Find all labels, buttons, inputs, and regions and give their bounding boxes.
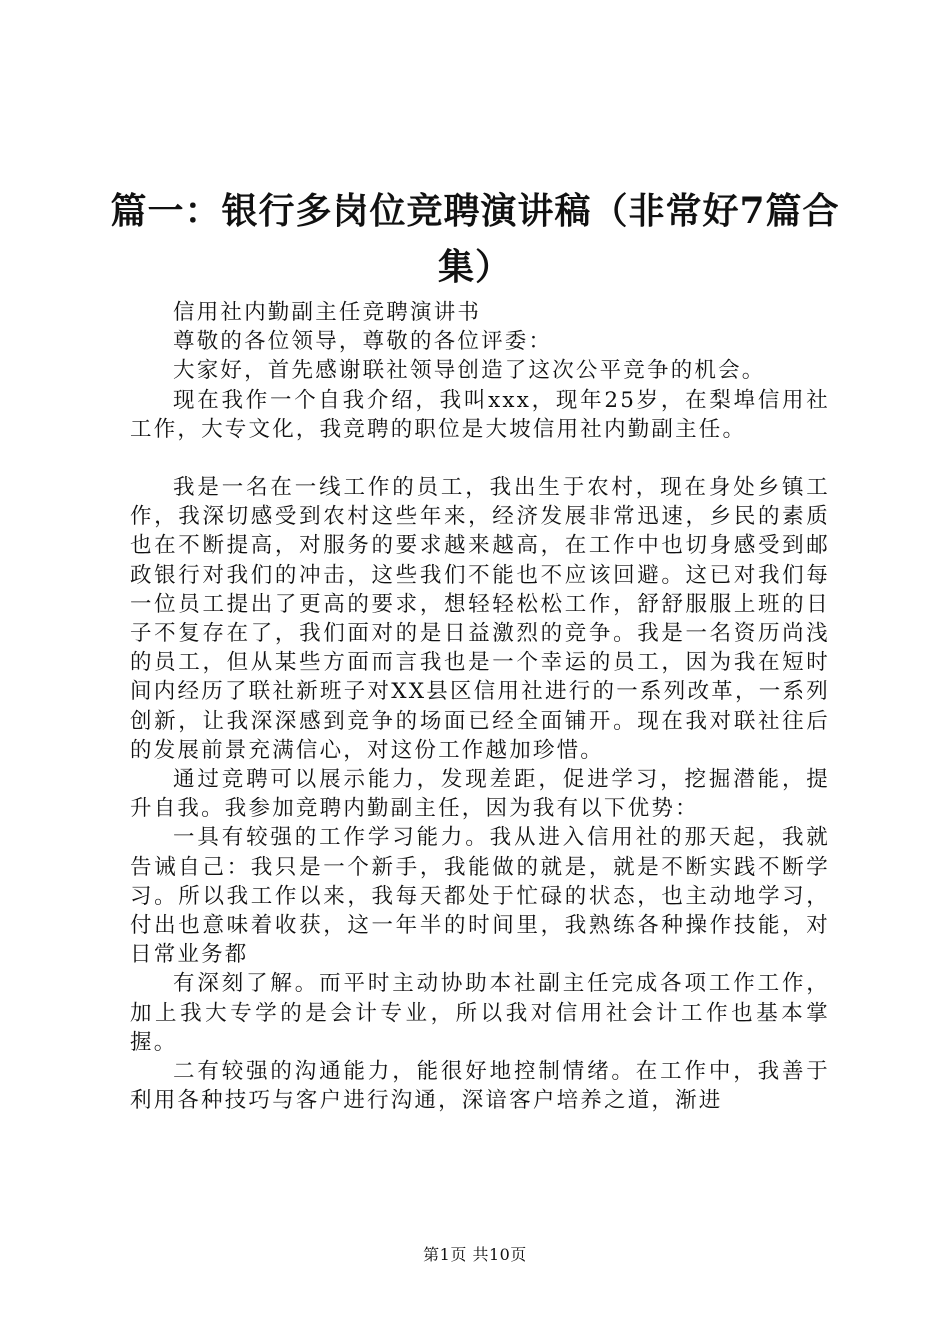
page-number-footer: 第1页 共10页	[423, 1245, 527, 1264]
paragraph-advantage-one: 一具有较强的工作学习能力。我从进入信用社的那天起，我就告诫自己：我只是一个新手，我能做的就是，就是不断实践不断学习。所以我工作以来，我每天都处于忙碌的状态，也主动地学习，付出也意味着收获，这一年半的时间里，我熟练各种操作技能，对日常业务都	[130, 825, 830, 968]
paragraph-background: 我是一名在一线工作的员工，我出生于农村，现在身处乡镇工作，我深切感受到农村这些年来，经济发展非常迅速，乡民的素质也在不断提高，对服务的要求越来越高，在工作中也切身感受到邮政银行对我们的冲击，这些我们不能也不应该回避。这已对我们每一位员工提出了更高的要求，想轻轻松松工作，舒舒服服上班的日子不复存在了，我们面对的是日益激烈的竞争。我是一名资历尚浅的员工，但从某些方面而言我也是一个幸运的员工，因为我在短时间内经历了联社新班子对XX县区信用社进行的一系列改革，一系列创新，让我深深感到竞争的场面已经全面铺开。现在我对联社往后的发展前景充满信心，对这份工作越加珍惜。	[130, 475, 830, 763]
paragraph-advantages-intro: 通过竞聘可以展示能力，发现差距，促进学习，挖掘潜能，提升自我。我参加竞聘内勤副主任，因为我有以下优势：	[130, 767, 830, 822]
paragraph-advantage-one-cont: 有深刻了解。而平时主动协助本社副主任完成各项工作工作，加上我大专学的是会计专业，所以我对信用社会计工作也基本掌握。	[130, 971, 830, 1055]
paragraph-greeting: 大家好，首先感谢联社领导创造了这次公平竞争的机会。	[173, 358, 766, 384]
document-body	[130, 298, 830, 1115]
paragraph-salutation: 尊敬的各位领导，尊敬的各位评委：	[173, 329, 553, 355]
paragraph-self-intro: 现在我作一个自我介绍，我叫xxx，现年25岁，在梨埠信用社工作，大专文化，我竞聘的职位是大坡信用社内勤副主任。	[130, 387, 830, 442]
paragraph-heading: 信用社内勤副主任竞聘演讲书	[173, 300, 482, 325]
paragraph-advantage-two: 二有较强的沟通能力，能很好地控制情绪。在工作中，我善于利用各种技巧与客户进行沟通，深谙客户培养之道，渐进	[130, 1059, 830, 1114]
document-title: 篇一：银行多岗位竞聘演讲稿（非常好7篇合集）	[110, 190, 840, 288]
